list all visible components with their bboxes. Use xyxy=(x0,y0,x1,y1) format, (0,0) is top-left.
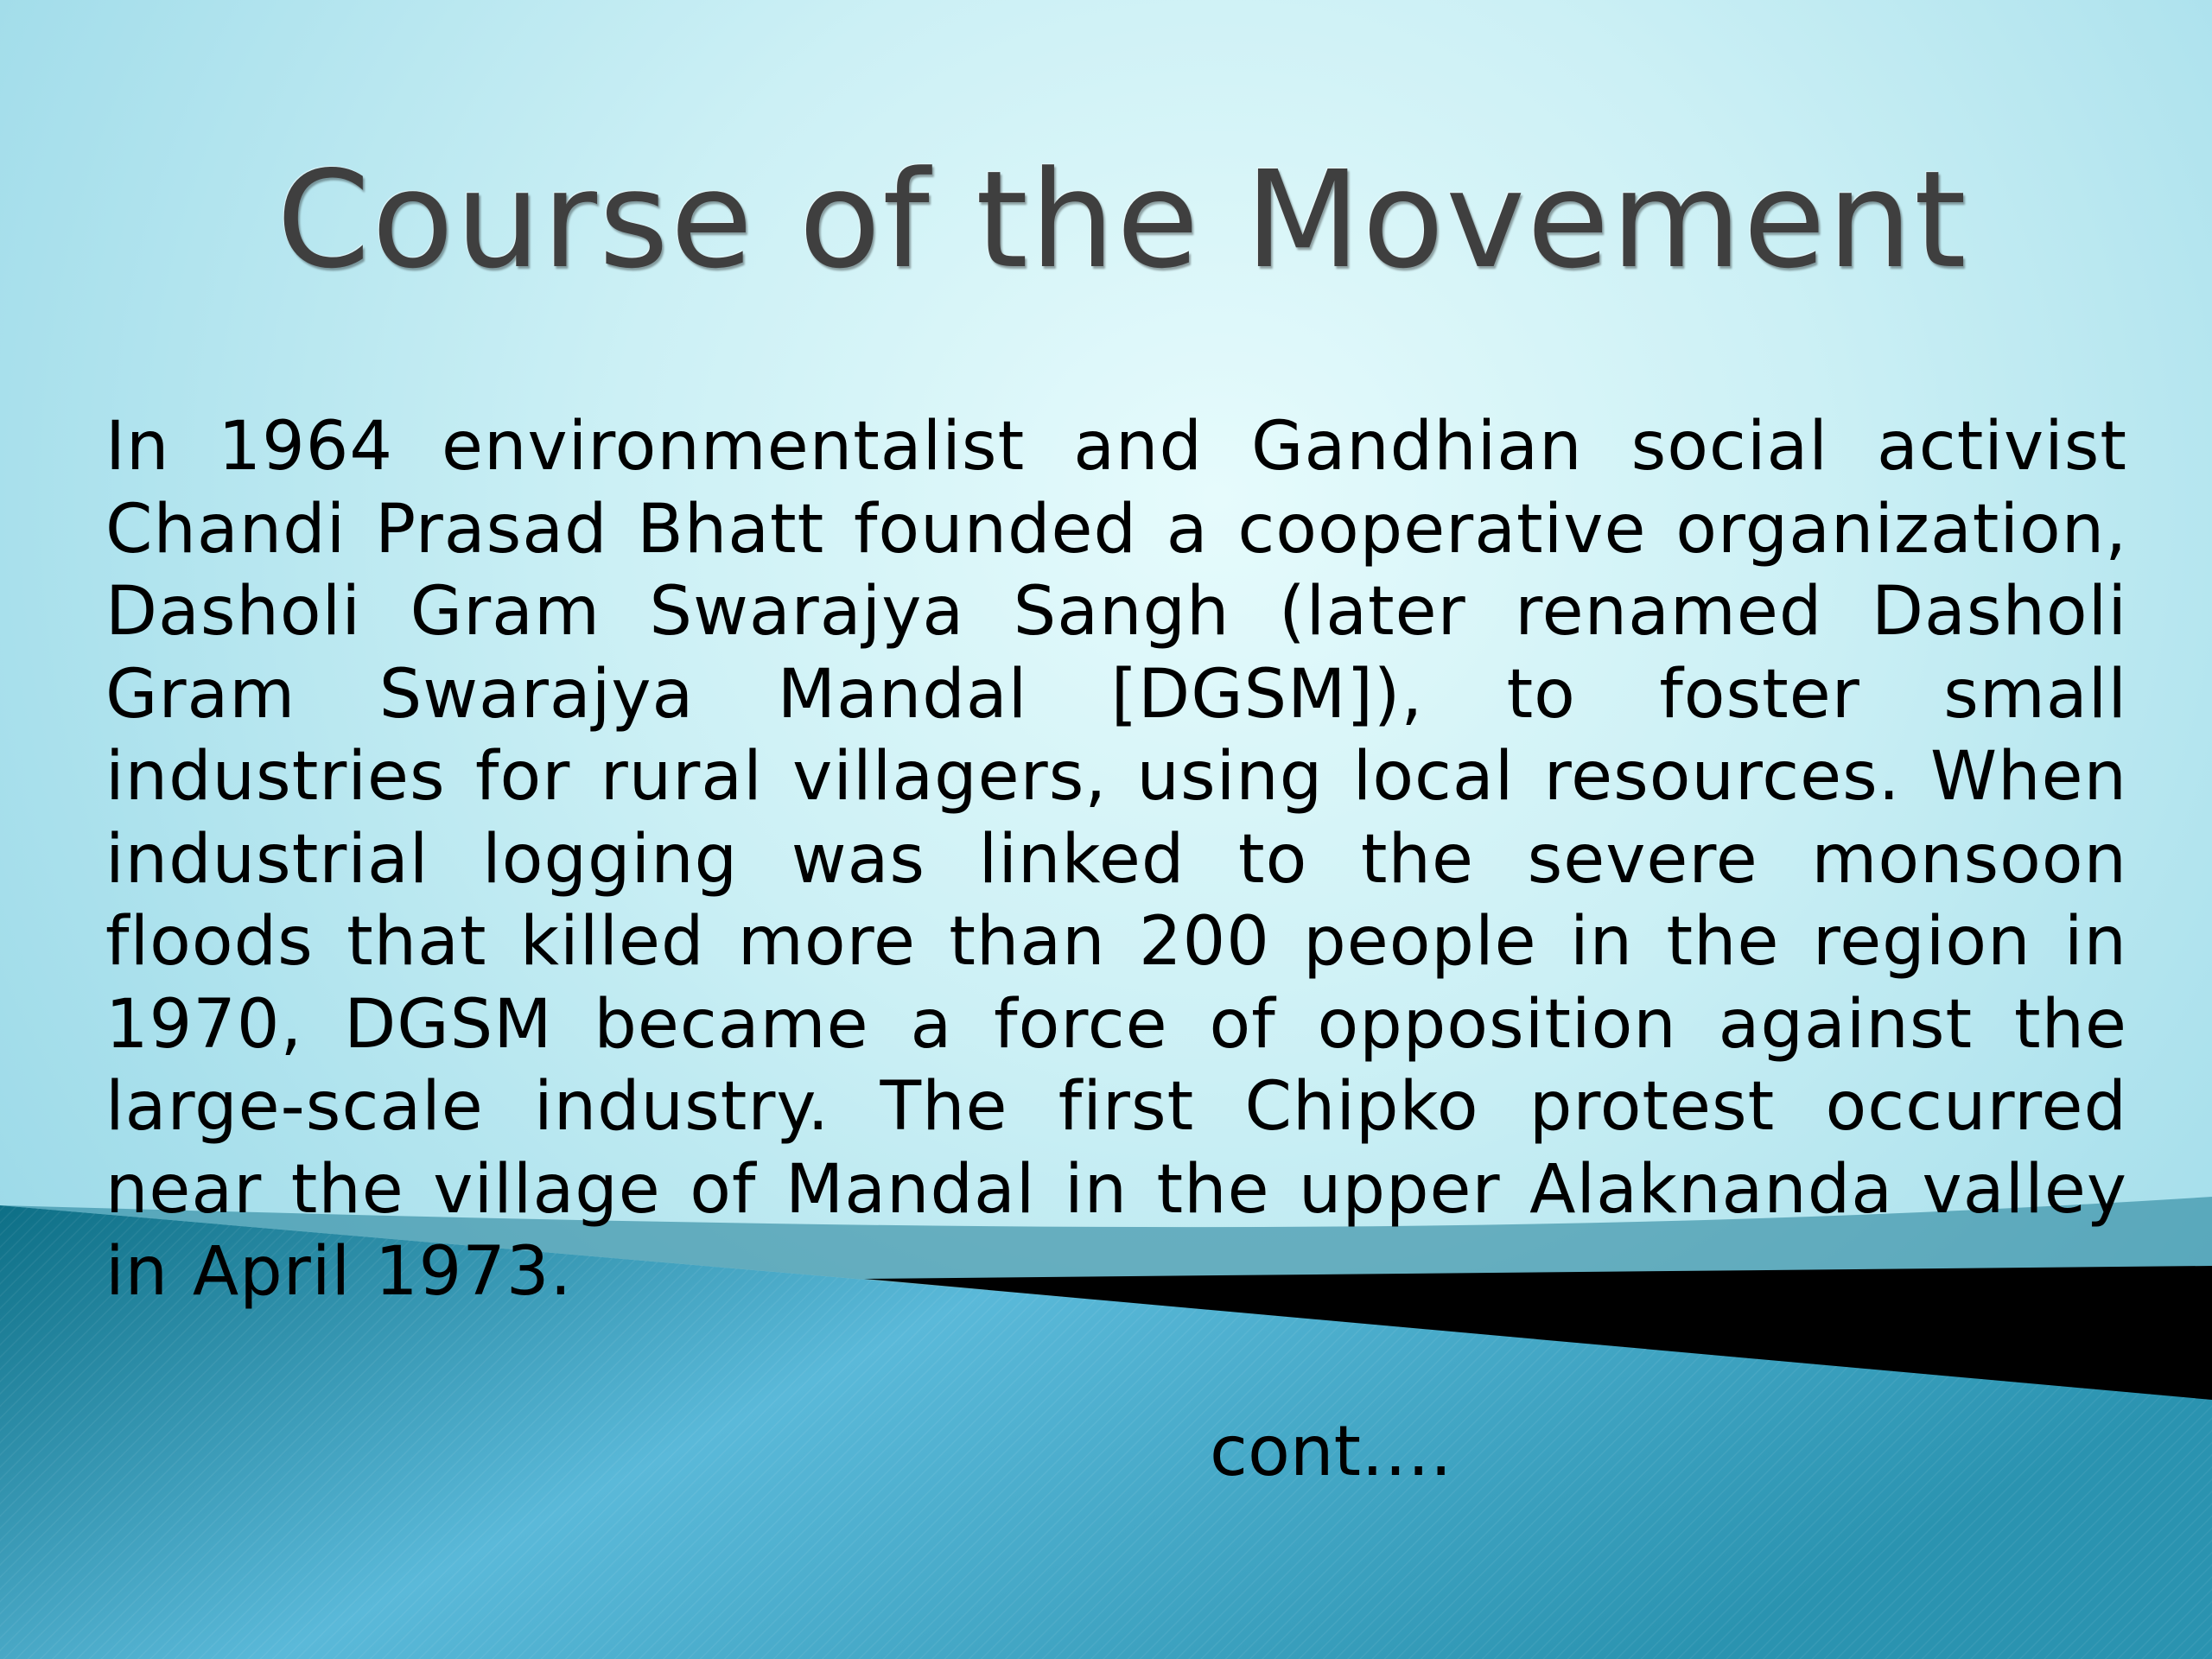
slide-title: Course of the Movement xyxy=(276,142,1968,298)
slide-body-text: In 1964 environmentalist and Gandhian social activist Chandi Prasad Bhatt founded a cooperative organization, Dasholi Gram Swarajya Sangh (later renamed Dasholi Gram Swarajya Mandal [DGSM]), to foster small industries for rural villagers, using local resources. When industrial logging was linked to the severe monsoon floods that killed more than 200 people in the region in 1970, DGSM became a force of opposition against the large-scale industry. The first Chipko protest occurred near the village of Mandal in the upper Alaknanda valley in April 1973. xyxy=(105,408,2127,1311)
continuation-label: cont…. xyxy=(1210,1411,1452,1491)
